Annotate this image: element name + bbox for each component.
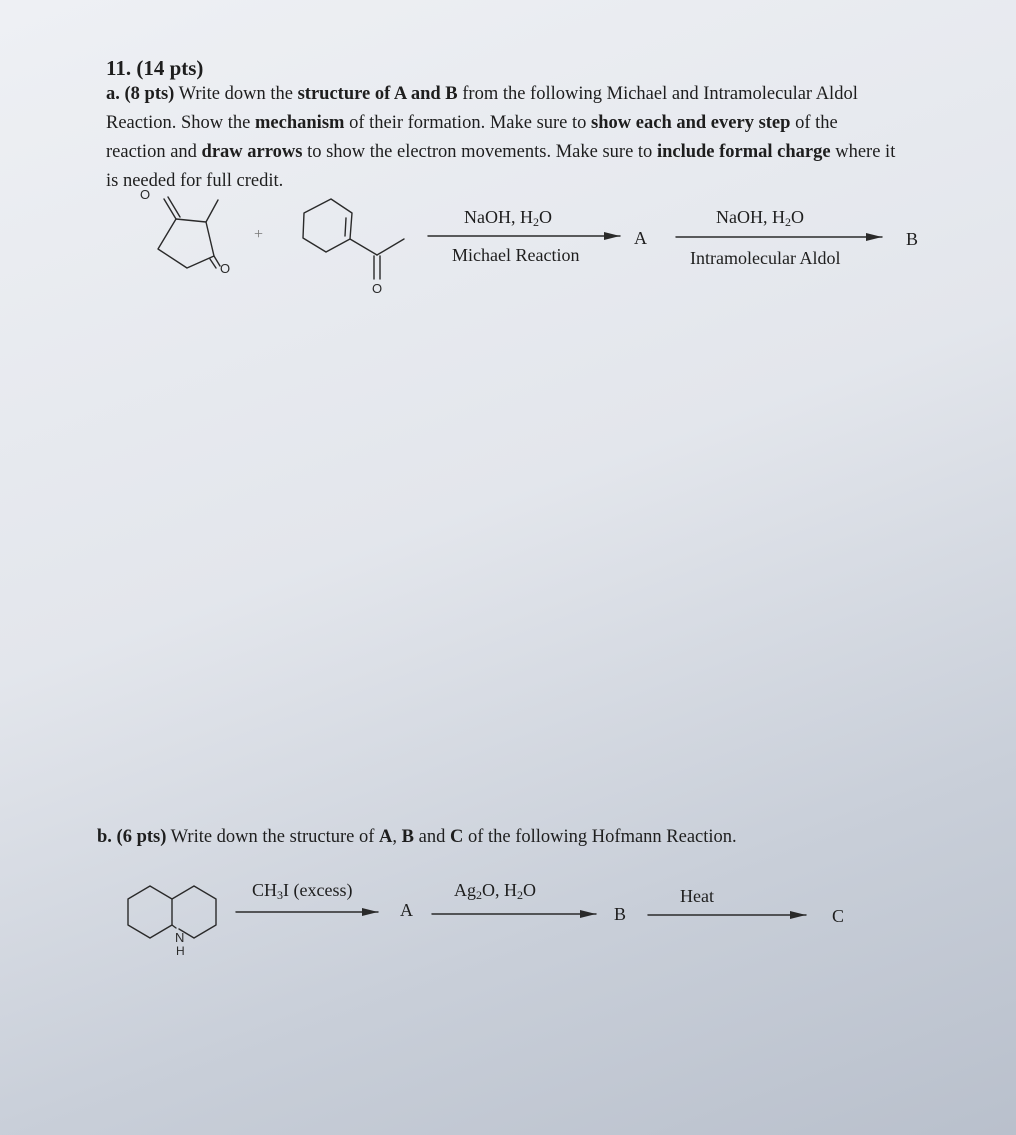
ring-double-bond <box>345 218 346 236</box>
oxygen-label-top: O <box>140 187 151 202</box>
silver-oxide-arrow-head <box>580 910 596 918</box>
question-title: 11. (14 pts) <box>106 56 204 80</box>
text-bold: show each and every step <box>591 113 791 133</box>
aldol-arrow-head <box>866 233 882 241</box>
piperidine-ring-n-bond <box>172 925 176 928</box>
decahydroquinoline-structure <box>128 886 216 938</box>
nitrogen-hydrogen-label: H <box>176 944 185 958</box>
part-a-line-4: is needed for full credit. <box>106 171 284 191</box>
reagent-text: I (excess) <box>283 880 353 900</box>
text-run: Reaction. Show the <box>106 113 256 133</box>
reagent-sub: 2 <box>785 215 791 229</box>
part-b-label: b. (6 pts) <box>97 827 167 847</box>
text-bold: include formal charge <box>656 142 831 162</box>
reagent-text: CH <box>252 880 278 900</box>
reagent-text: NaOH, H <box>464 207 533 227</box>
reagent-text: Ag <box>454 880 476 900</box>
reagent-sub: 2 <box>517 888 523 902</box>
oxygen-label-right: O <box>220 261 231 276</box>
text-run: from the following Michael and Intramolecular Aldol <box>457 84 858 104</box>
text-bold: B <box>401 827 414 847</box>
text-bold: A <box>379 827 393 847</box>
b-product-b-label: B <box>614 904 627 924</box>
text-run: where it <box>830 142 896 162</box>
nitrogen-label: N <box>175 930 185 945</box>
oxygen-label-ketone: O <box>372 281 383 296</box>
text-bold: C <box>449 827 464 847</box>
plus-sign: + <box>254 226 264 243</box>
b-product-c-label: C <box>832 906 845 926</box>
text-run: of their formation. Make sure to <box>344 113 592 133</box>
text-run: and <box>414 827 450 847</box>
arrow1-condition: Michael Reaction <box>452 245 580 265</box>
acyl-bond <box>350 239 377 255</box>
product-b-label: B <box>906 229 919 249</box>
reagent-text: NaOH, H <box>716 207 785 227</box>
reagent-text: O <box>523 880 536 900</box>
cyclohexene-ring <box>303 199 352 252</box>
methylation-arrow-head <box>362 908 378 916</box>
product-a-label: A <box>634 228 647 248</box>
reagent-sub: 2 <box>476 888 482 902</box>
heat-arrow-head <box>790 911 806 919</box>
text-run: , <box>392 827 402 847</box>
text-run: of the following Hofmann Reaction. <box>463 827 737 847</box>
cyclopentane-ring <box>158 219 214 268</box>
michael-arrow-head <box>604 232 620 240</box>
reagent-text: O <box>791 207 804 227</box>
cyclopentanedione-structure <box>158 197 220 268</box>
arrow2-condition: Intramolecular Aldol <box>690 248 841 268</box>
reagent-sub: 2 <box>533 215 539 229</box>
carbonyl-bond-top-double <box>168 197 180 217</box>
text-bold: structure of A and B <box>297 84 458 104</box>
part-a-label: a. (8 pts) <box>106 84 175 104</box>
text-run: Write down the structure of <box>166 827 380 847</box>
carbocyclic-ring <box>128 886 172 938</box>
text-run: reaction and <box>106 142 202 162</box>
b-product-a-label: A <box>400 900 413 920</box>
methyl-bond-ketone <box>377 239 404 255</box>
text-run: of the <box>790 113 838 133</box>
text-bold: mechanism <box>255 113 345 133</box>
methyl-bond <box>206 200 218 222</box>
reagent-sub: 3 <box>277 888 284 902</box>
cyclohexenyl-ketone-structure <box>303 199 404 279</box>
carbonyl-bond-top <box>164 199 176 219</box>
text-run: to show the electron movements. Make sure to <box>302 142 657 162</box>
text-bold: draw arrows <box>201 142 303 162</box>
carbonyl-bond-right-double <box>210 259 216 268</box>
b-arrow3-reagent: Heat <box>680 886 714 906</box>
text-run: Write down the <box>174 84 298 104</box>
reagent-text: O <box>539 207 552 227</box>
reagent-text: O, H <box>482 880 517 900</box>
